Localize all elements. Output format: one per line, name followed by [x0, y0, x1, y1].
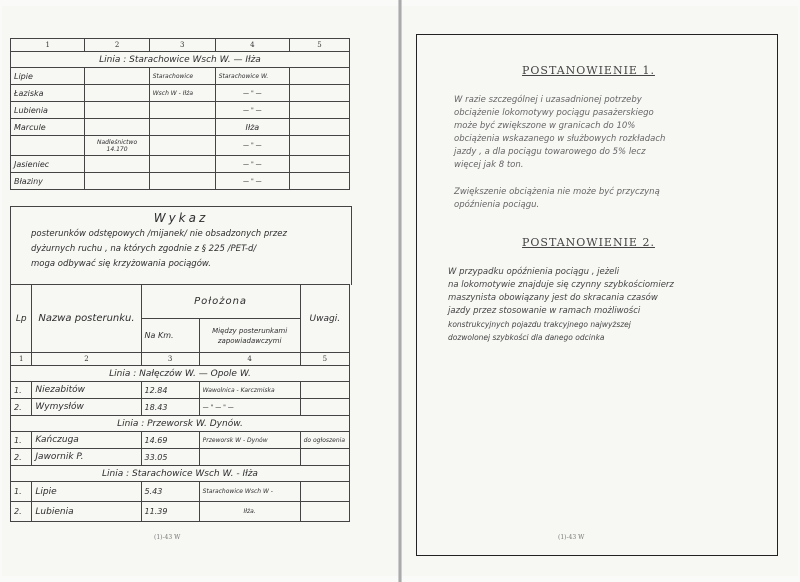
station-name: Jasieniec — [11, 156, 85, 173]
cell — [85, 156, 149, 173]
cell — [85, 68, 149, 85]
table-row — [11, 173, 350, 190]
station-between: Wawolnica - Karczmiska — [199, 382, 300, 399]
row-lp: 2. — [11, 502, 32, 522]
col-number: 2 — [32, 353, 141, 366]
text-line: obciążenie lokomotywy pociągu pasażerskiego — [454, 108, 654, 118]
col-number: 1 — [11, 353, 32, 366]
table-row — [11, 85, 350, 102]
header-nazwa: Nazwa posterunku. — [32, 285, 141, 353]
postanowienie-1-text — [454, 94, 665, 172]
station-km: 33.05 — [141, 449, 199, 466]
cell — [289, 102, 349, 119]
text-line: obciążenia wskazanego w służbowych rozkładach — [454, 134, 666, 144]
station-name: Jawornik P. — [32, 449, 141, 466]
station-between — [199, 449, 300, 466]
cell: — " — — [215, 173, 289, 190]
table-row — [11, 399, 350, 416]
wykaz-title: Wykaz — [153, 211, 209, 225]
postanowienie-1-title: POSTANOWIENIE 1. — [522, 64, 655, 77]
text-line: jazdy , a dla pociągu towarowego do 5% lecz — [454, 147, 646, 157]
cell — [289, 85, 349, 102]
text-line: opóźnienia pociągu. — [454, 200, 540, 210]
station-km: 11.39 — [141, 502, 199, 522]
station-name: Kańczuga — [32, 432, 141, 449]
station-name: Marcule — [11, 119, 85, 136]
cell: Nadleśnictwo 14.170 — [85, 136, 149, 156]
col-number: 3 — [149, 39, 215, 52]
text-line: dozwolonej szybkości dla danego odcinka — [448, 333, 605, 342]
col-number: 5 — [289, 39, 349, 52]
left-page — [2, 6, 398, 576]
station-name: Niezabitów — [32, 382, 141, 399]
line-header: Linia : Nałęczów W. — Opole W. — [11, 366, 350, 382]
cell: — " — — [215, 136, 289, 156]
text-line: konstrukcyjnych pojazdu trakcyjnego najwyższej — [448, 320, 631, 329]
station-notes: do ogłoszenia — [300, 432, 349, 449]
postanowienie-2-text — [448, 266, 674, 344]
line-header: Linia : Starachowice Wsch W. - Iłża — [11, 466, 350, 482]
cell — [85, 85, 149, 102]
cell — [85, 173, 149, 190]
cell — [149, 173, 215, 190]
station-km: 12.84 — [141, 382, 199, 399]
col-number: 5 — [300, 353, 349, 366]
col-number: 3 — [141, 353, 199, 366]
header-polozona: Położona — [141, 285, 300, 319]
cell — [289, 173, 349, 190]
table-row — [11, 482, 350, 502]
cell: Iłża — [215, 119, 289, 136]
header-uwagi: Uwagi. — [300, 285, 349, 353]
text-line: jazdy przez stosowanie w ramach możliwości — [448, 306, 641, 316]
postanowienie-2-title: POSTANOWIENIE 2. — [522, 236, 655, 249]
station-between: Starachowice Wsch W - — [199, 482, 300, 502]
station-notes — [300, 502, 349, 522]
cell — [149, 119, 215, 136]
cell: Starachowice — [149, 68, 215, 85]
wykaz-line: dyżurnych ruchu , na których zgodnie z § 225 /PET-d/ — [31, 244, 257, 254]
row-lp: 1. — [11, 432, 32, 449]
cell — [289, 68, 349, 85]
cell — [289, 119, 349, 136]
wykaz-line: moga odbywać się krzyżowania pociągów. — [31, 259, 212, 269]
header-miedzy: Między posterunkami zapowiadawczymi — [199, 319, 300, 353]
row-lp: 1. — [11, 482, 32, 502]
station-km: 18.43 — [141, 399, 199, 416]
cell — [289, 136, 349, 156]
cell — [149, 102, 215, 119]
right-page — [402, 6, 798, 576]
station-name: Lipie — [32, 482, 141, 502]
table-row — [11, 449, 350, 466]
row-lp: 1. — [11, 382, 32, 399]
station-name: Łaziska — [11, 85, 85, 102]
row-lp: 2. — [11, 449, 32, 466]
col-number: 2 — [85, 39, 149, 52]
table-row — [11, 119, 350, 136]
station-notes — [300, 482, 349, 502]
text-line: na lokomotywie znajduje się czynny szybkościomierz — [448, 280, 674, 290]
text-line: Zwiększenie obciążenia nie może być przyczyną — [454, 187, 660, 197]
station-between: Przeworsk W - Dynów — [199, 432, 300, 449]
station-name: Wymysłów — [32, 399, 141, 416]
station-name: Lipie — [11, 68, 85, 85]
postanowienie-1b-text — [454, 186, 660, 212]
station-notes — [300, 399, 349, 416]
station-notes — [300, 382, 349, 399]
cell — [149, 156, 215, 173]
top-table — [10, 38, 350, 190]
table-row — [11, 136, 350, 156]
col-number: 4 — [215, 39, 289, 52]
line-header: Linia : Starachowice Wsch W. — Iłża — [11, 52, 350, 68]
station-between: Iłża. — [199, 502, 300, 522]
cell — [149, 136, 215, 156]
col-number: 1 — [11, 39, 85, 52]
text-line: W przypadku opóźnienia pociągu , jeżeli — [448, 267, 620, 277]
cell — [85, 119, 149, 136]
cell — [85, 102, 149, 119]
cell: Starachowice W. — [215, 68, 289, 85]
text-line: może być zwiększone w granicach do 10% — [454, 121, 636, 131]
text-line: W razie szczególnej i uzasadnionej potrzeby — [454, 95, 642, 105]
row-lp: 2. — [11, 399, 32, 416]
text-line: maszynista obowiązany jest do skracania czasów — [448, 293, 658, 303]
top-table-col-numbers — [11, 39, 350, 52]
station-km: 14.69 — [141, 432, 199, 449]
table-row — [11, 68, 350, 85]
station-km: 5.43 — [141, 482, 199, 502]
station-notes — [300, 449, 349, 466]
bottom-table — [10, 284, 350, 522]
header-na-km: Na Km. — [141, 319, 199, 353]
table-row — [11, 102, 350, 119]
table-row — [11, 432, 350, 449]
cell: — " — — [215, 85, 289, 102]
wykaz-block — [10, 206, 352, 285]
page-footer: (1)-43 W — [154, 534, 181, 541]
station-name: Błaziny — [11, 173, 85, 190]
table-row — [11, 502, 350, 522]
header-lp: Lp — [11, 285, 32, 353]
station-name: Lubienia — [11, 102, 85, 119]
text-line: więcej jak 8 ton. — [454, 160, 524, 170]
wykaz-line: posterunków odstępowych /mijanek/ nie obsadzonych przez — [31, 229, 287, 239]
cell — [289, 156, 349, 173]
station-between: — " — " — — [199, 399, 300, 416]
station-name: Lubienia — [32, 502, 141, 522]
cell: — " — — [215, 156, 289, 173]
line-header: Linia : Przeworsk W. Dynów. — [11, 416, 350, 432]
cell: Wsch W - Iłża — [149, 85, 215, 102]
table-row — [11, 156, 350, 173]
station-name — [11, 136, 85, 156]
page-footer: (1)-43 W — [558, 534, 585, 541]
col-number: 4 — [199, 353, 300, 366]
table-row — [11, 382, 350, 399]
cell: — " — — [215, 102, 289, 119]
